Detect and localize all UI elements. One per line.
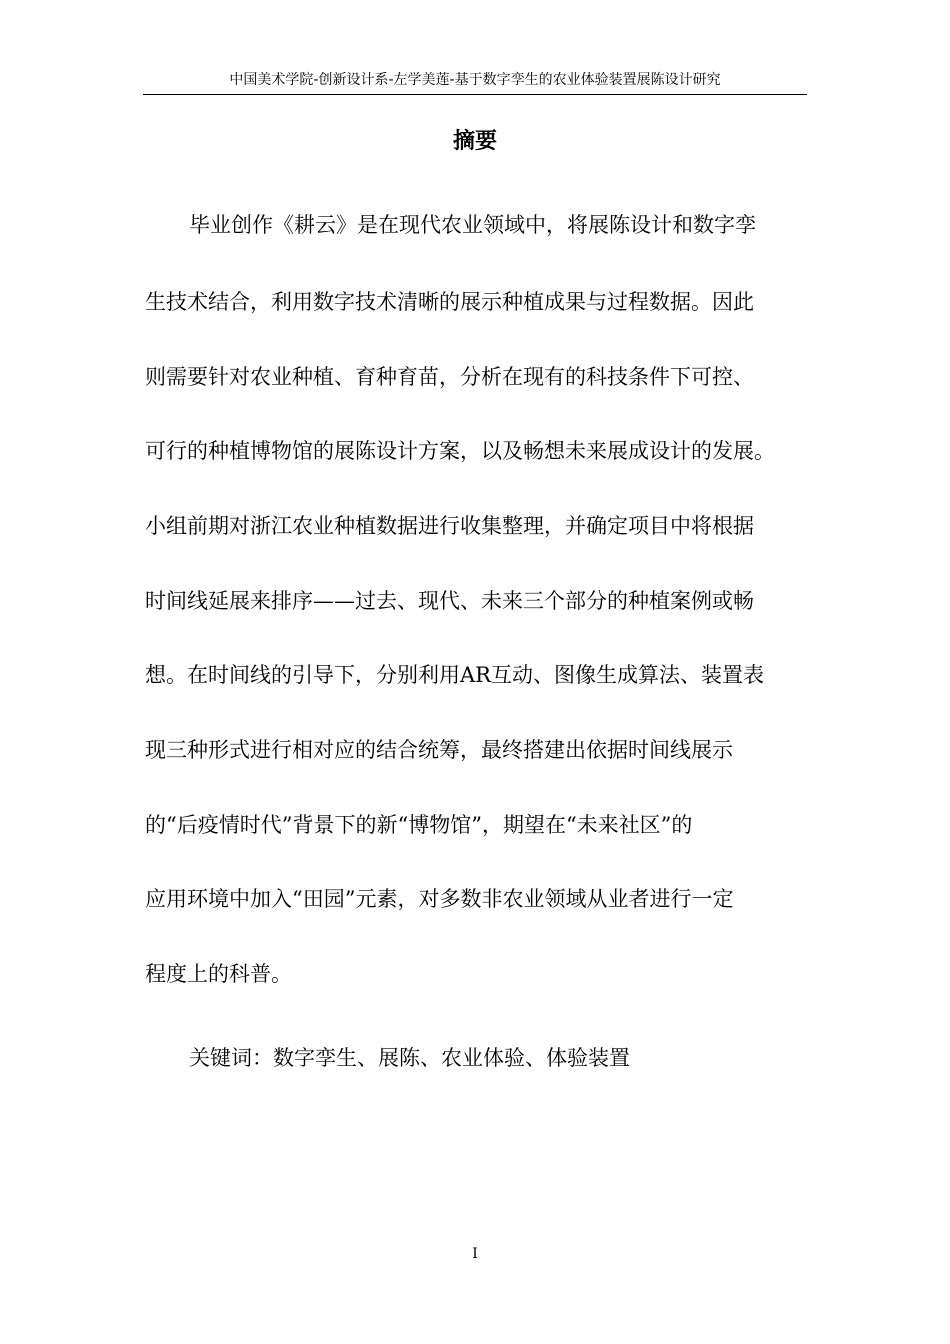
abstract-line: 的“后疫情时代”背景下的新“博物馆”，期望在“未来社区”的 [145,813,693,837]
abstract-line: 程度上的科普。 [145,962,292,986]
abstract-line: 则需要针对农业种植、育种育苗，分析在现有的科技条件下可控、 [145,365,754,389]
abstract-line: 可行的种植博物馆的展陈设计方案，以及畅想未来展成设计的发展。 [145,439,775,463]
abstract-line: 想。在时间线的引导下，分别利用AR互动、图像生成算法、装置表 [145,663,764,687]
abstract-heading: 摘要 [452,129,497,154]
header-rule [143,94,807,95]
abstract-line: 小组前期对浙江农业种植数据进行收集整理，并确定项目中将根据 [145,514,754,538]
abstract-line: 毕业创作《耕云》是在现代农业领域中，将展陈设计和数字孪 [189,213,756,237]
abstract-line: 应用环境中加入“田园”元素，对多数非农业领域从业者进行一定 [145,887,734,911]
page-number: I [472,1246,478,1262]
abstract-line: 生技术结合，利用数字技术清晰的展示种植成果与过程数据。因此 [145,290,754,314]
abstract-line: 时间线延展来排序——过去、现代、未来三个部分的种植案例或畅 [145,589,754,613]
keywords-line: 关键词：数字孪生、展陈、农业体验、体验装置 [189,1046,630,1070]
abstract-line: 现三种形式进行相对应的结合统筹，最终搭建出依据时间线展示 [145,738,733,762]
running-header: 中国美术学院-创新设计系-左学美莲-基于数字孪生的农业体验装置展陈设计研究 [229,72,721,88]
